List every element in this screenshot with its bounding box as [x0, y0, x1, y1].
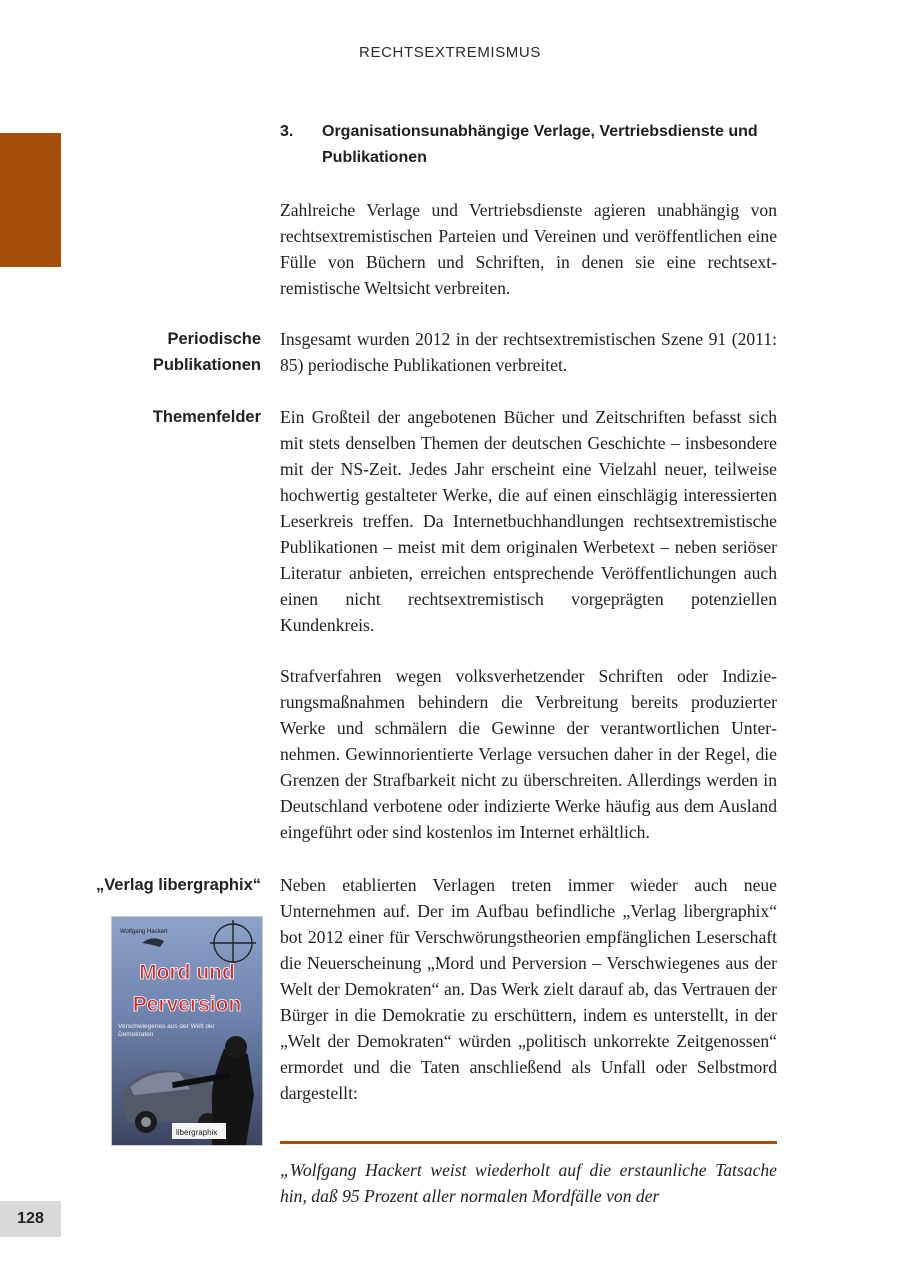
intro-paragraph: Zahlreiche Verlage und Vertriebsdienste agieren unabhängig von rechtsextremistischen Parteien und Vereinen und veröffentlichen eine Fülle von Büchern und Schriften, in denen sie eine rechtsextremistische Weltsicht verbreiten. — [280, 200, 777, 298]
section-title: Organisationsunabhängige Verlage, Vertriebsdienste und Publikationen — [322, 123, 758, 166]
book-cover-author: Wolfgang Hackert — [120, 929, 168, 935]
margin-label-themenfelder: Themenfelder — [152, 408, 261, 426]
section-heading — [280, 119, 760, 171]
margin-label-periodische-publikationen: Periodische Publikationen — [152, 330, 261, 374]
margin-label-verlag-libergraphix: „Verlag libergraphix“ — [95, 876, 261, 894]
section-number: 3. — [280, 123, 294, 140]
book-cover-title-1: Mord und — [139, 961, 235, 984]
book-cover-image — [111, 916, 263, 1146]
page-number: 128 — [0, 1201, 61, 1237]
book-cover-title-2: Perversion — [132, 993, 242, 1016]
book-cover-publisher: libergraphix — [176, 1128, 218, 1137]
themenfelder-paragraph-2: Strafverfahren wegen volksverhetzender Schriften oder Indizierungsmaßnahmen behindern die Verbreitung bereits produzierter Werke und schmälern die Gewinne der verantwortlichen Unternehmen. Gewinnorientierte Verlage versuchen daher in der Regel, die Grenzen der Strafbarkeit nicht zu überschreiten. Allerdings werden in Deutschland verbotene oder indizierte Werke häufig aus dem Ausland eingeführt oder sind kostenlos im Internet erhältlich. — [280, 666, 777, 842]
book-cover-subtitle: Verschwiegenes aus der Welt der Demokraten — [118, 1023, 215, 1038]
verlag-paragraph: Neben etablierten Verlagen treten immer wieder auch neue Unternehmen auf. Der im Aufbau befindliche „Verlag libergraphix“ bot 2012 einer für Verschwörungstheorien empfänglichen Leserschaft die Neuerscheinung „Mord und Perversion – Verschwiegenes aus der Welt der Demokraten“ an. Das Werk zielt darauf ab, das Vertrauen der Bürger in die Demokratie zu erschüttern, indem es unterstellt, in der „Welt der Demokraten“ würden „politisch unkorrekte Zeitgenossen“ ermordet und die Taten anschließend als Unfall oder Selbstmord dargestellt: — [280, 875, 777, 1103]
chapter-tab-marker — [0, 133, 61, 267]
themenfelder-paragraph-1: Ein Großteil der angebotenen Bücher und Zeitschriften befasst sich mit stets denselben Themen der deutschen Geschichte – insbesondere mit der NS-Zeit. Jedes Jahr erscheint eine Vielzahl neuer, teilweise hochwertig gestalteter Werke, die auf einen einschlägig interessierten Leserkreis treffen. Da Internetbuchhandlungen rechtsextremistische Publikationen – meist mit dem originalen Werbetext – neben seriöser Literatur anbieten, erreichen entsprechende Veröffentlichungen auch einen nicht rechtsextremistisch vorgeprägten potenziellen Kundenkreis. — [280, 407, 777, 635]
periodische-paragraph: Insgesamt wurden 2012 in der rechtsextremistischen Szene 91 (2011: 85) periodische Publikationen verbreitet. — [280, 329, 777, 375]
quote-paragraph: „Wolfgang Hackert weist wiederholt auf die erstaunliche Tatsache hin, daß 95 Prozent aller normalen Mordfälle von der — [280, 1160, 777, 1206]
running-head: RECHTSEXTREMISMUS — [359, 44, 541, 61]
quote-rule — [280, 1141, 777, 1144]
